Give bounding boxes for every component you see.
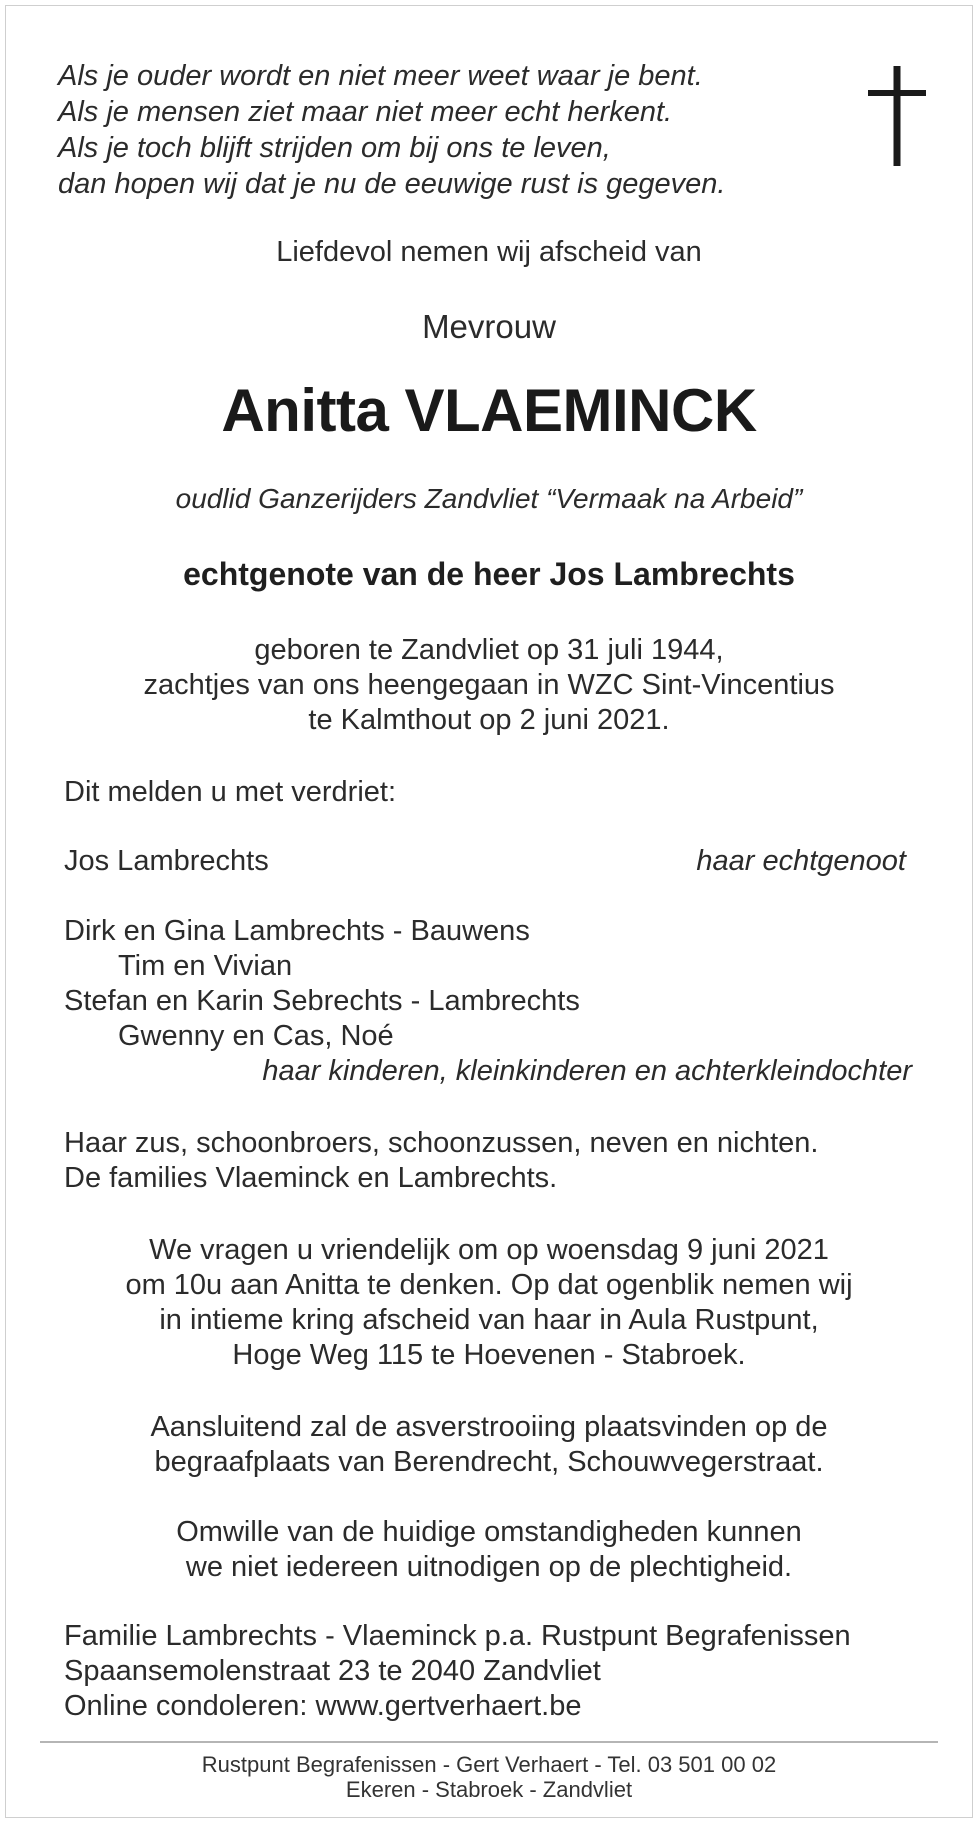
intro-text: Liefdevol nemen wij afscheid van — [276, 236, 702, 268]
footer — [6, 1752, 972, 1802]
birth-death-info — [6, 633, 972, 738]
paragraph-line: om 10u aan Anitta te denken. Op dat ogenblik nemen wij — [125, 1269, 853, 1301]
husband-name: Jos Lambrechts — [64, 845, 269, 877]
family-line: Tim en Vivian — [118, 950, 293, 982]
poem — [58, 58, 725, 202]
footer-line: Ekeren - Stabroek - Zandvliet — [345, 1777, 633, 1802]
honorific: Mevrouw — [422, 308, 556, 345]
birth-death-line: te Kalmthout op 2 juni 2021. — [308, 704, 670, 736]
contact-block — [64, 1619, 851, 1724]
family-role: haar kinderen, kleinkinderen en achterkleindochter — [262, 1055, 912, 1087]
birth-death-line: geboren te Zandvliet op 31 juli 1944, — [254, 634, 724, 666]
footer-divider — [40, 1741, 938, 1743]
ceremony-paragraph — [6, 1233, 972, 1373]
paragraph-line: Hoge Weg 115 te Hoevenen - Stabroek. — [232, 1339, 746, 1371]
deceased-name: Anitta VLAEMINCK — [221, 377, 757, 444]
paragraph-line: in intieme kring afscheid van haar in Aula Rustpunt, — [159, 1304, 819, 1336]
birth-death-line: zachtjes van ons heengegaan in WZC Sint-Vincentius — [143, 669, 835, 701]
circumstances-paragraph — [6, 1515, 972, 1585]
membership-line: oudlid Ganzerijders Zandvliet “Vermaak na Arbeid” — [175, 483, 803, 514]
footer-line: Rustpunt Begrafenissen - Gert Verhaert - Tel. 03 501 00 02 — [201, 1752, 777, 1777]
contact-line: Familie Lambrechts - Vlaeminck p.a. Rustpunt Begrafenissen — [64, 1620, 851, 1652]
spouse-line: echtgenote van de heer Jos Lambrechts — [183, 556, 795, 592]
paragraph-line: begraafplaats van Berendrecht, Schouwvegerstraat. — [154, 1446, 824, 1478]
family-line: Gwenny en Cas, Noé — [118, 1020, 394, 1052]
relatives-line: De families Vlaeminck en Lambrechts. — [64, 1162, 558, 1194]
paragraph-line: We vragen u vriendelijk om op woensdag 9 juni 2021 — [149, 1234, 829, 1266]
obituary-card — [5, 5, 973, 1818]
family-list — [64, 914, 580, 1054]
contact-line: Online condoleren: www.gertverhaert.be — [64, 1690, 582, 1722]
poem-line: Als je toch blijft strijden om bij ons te leven, — [58, 132, 611, 164]
announce-line: Dit melden u met verdriet: — [64, 776, 397, 808]
husband-role: haar echtgenoot — [696, 845, 906, 877]
paragraph-line: Omwille van de huidige omstandigheden kunnen — [176, 1516, 802, 1548]
paragraph-line: Aansluitend zal de asverstrooiing plaatsvinden op de — [150, 1411, 828, 1443]
cross-icon — [868, 66, 926, 166]
poem-line: Als je ouder wordt en niet meer weet waar je bent. — [58, 60, 703, 92]
family-line: Dirk en Gina Lambrechts - Bauwens — [64, 915, 530, 947]
poem-line: Als je mensen ziet maar niet meer echt herkent. — [58, 96, 673, 128]
relatives-line: Haar zus, schoonbroers, schoonzussen, neven en nichten. — [64, 1127, 819, 1159]
ash-scattering-paragraph — [6, 1410, 972, 1480]
relatives — [64, 1126, 818, 1196]
paragraph-line: we niet iedereen uitnodigen op de plechtigheid. — [185, 1551, 793, 1583]
contact-line: Spaansemolenstraat 23 te 2040 Zandvliet — [64, 1655, 601, 1687]
family-line: Stefan en Karin Sebrechts - Lambrechts — [64, 985, 580, 1017]
poem-line: dan hopen wij dat je nu de eeuwige rust is gegeven. — [58, 168, 726, 200]
